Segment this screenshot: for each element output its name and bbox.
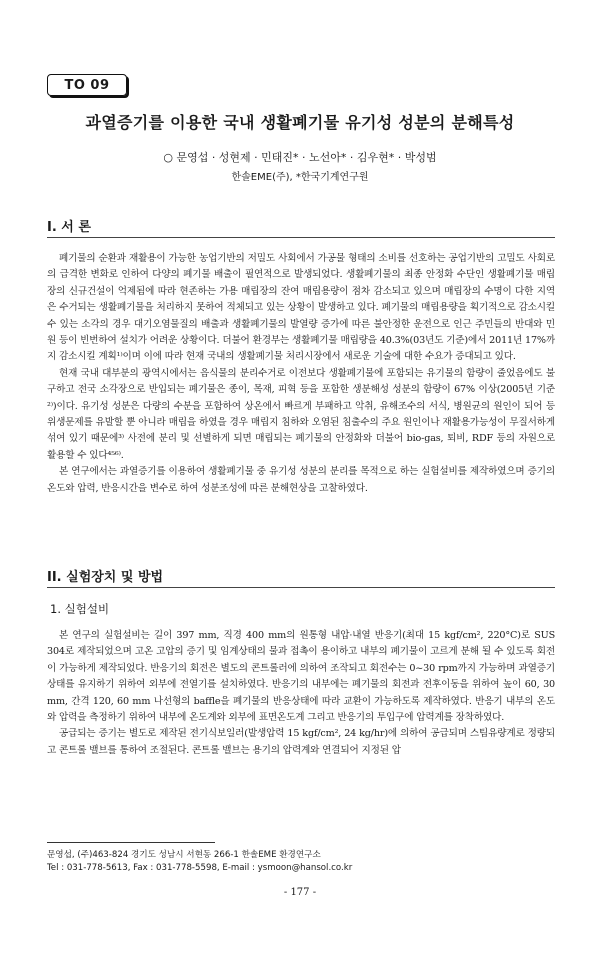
paragraph: 폐기물의 순환과 재활용이 가능한 농업기반의 저밀도 사회에서 가공물 형태의 소비를 선호하는 공업기반의 고밀도 사회로의 급격한 변화로 인하여 다양의 폐기물 배출이 필연적으로 발생되었다. 생활폐기물의 최종 안정화 수단인 생활폐기물 매립장의 신규건설이 억제됨에 따라 현존하는 가용 매립장의 잔여 매립용량이 점차 감소되고 있으며 매립장의 수명이 다한 지역은 수거되는 생활폐기물을 처리하지 못하여 적체되고 있는 상황이 발생하고 있다. 폐기물의 매립용량을 획기적으로 감소시킬 수 있는 소각의 경우 대기오염물질의 배출과 생활폐기물의 발열량 증가에 따른 불안정한 운전으로 인근 주민들의 반대와 민원 등이 빈번하여 설치가 어려운 상황이다. 더불어 환경부는 생활폐기물 매립량을 40.3%(03년도 기준)에서 2011년 17%까지 감소시킬 계획¹⁾이며 이에 따라 현재 국내의 생활폐기물 처리시장에서 새로운 기술에 대한 수요가 증대되고 있다.: [47, 253, 555, 363]
paper-title: 과열증기를 이용한 국내 생활폐기물 유기성 성분의 분해특성: [85, 113, 515, 132]
paragraph: 현재 국내 대부분의 광역시에서는 음식물의 분리수거로 이전보다 생활폐기물에 포함되는 유기물의 함량이 줄었음에도 불구하고 전국 소각장으로 반입되는 폐기물은 종이, 목재, 피혁 등을 포함한 생분해성 성분의 함량이 67% 이상(2005년 기준²⁾)이다. 유기성 성분은 다량의 수분을 포함하여 상온에서 빠르게 부패하고 악취, 유해조수의 서식, 병원균의 원인이 되어 등 위생문제를 유발할 뿐 아니라 매립을 하였을 경우 매립지 침하와 오염된 침출수의 주요 원인이나 재활용가능성이 무질서하게 섞여 있기 때문에³⁾ 사전에 분리 및 선별하게 되면 매립되는 폐기물의 안정화와 더불어 bio-gas, 퇴비, RDF 등의 자원으로 활용할 수 있다⁴⁵⁶⁾.: [47, 367, 555, 461]
section-divider: [47, 237, 555, 238]
affiliation: 한솔EME(주), *한국기계연구원: [231, 172, 369, 183]
section-heading-methods: [47, 566, 557, 585]
paragraph: 본 연구에서는 과열증기를 이용하여 생활폐기물 중 유기성 성분의 분리를 목적으로 하는 실험설비를 제작하였으며 증기의 온도와 압력, 반응시간을 변수로 하여 성분조성에 따른 분해현상을 고찰하였다.: [47, 466, 555, 494]
footnote-contact: Tel : 031-778-5613, Fax : 031-778-5598, E-mail : ysmoon@hansol.co.kr: [47, 863, 353, 873]
section-heading-introduction: [47, 216, 557, 235]
paragraph: 공급되는 증기는 별도로 제작된 전기식보일러(발생압력 15 kgf/cm², 24 kg/hr)에 의하여 공급되며 스팀유량계로 정량되고 콘트롤 밸브를 통하여 조절된다. 콘트롤 밸브는 용기의 압력계와 연결되어 지정된 압: [47, 728, 555, 756]
author-list: ○ 문영섭 · 성현제 · 민태진* · 노선아* · 김우현* · 박성범: [163, 151, 437, 164]
subsection-heading-apparatus: 1. 실험설비: [50, 602, 110, 616]
page-number: - 177 -: [283, 887, 317, 898]
session-badge: TO 09: [47, 74, 127, 96]
section-heading-label: I. 서 론: [47, 220, 91, 235]
footnote-divider: [47, 842, 215, 843]
introduction-body: [47, 251, 555, 497]
section-heading-label: II. 실험장치 및 방법: [47, 570, 164, 585]
footnote-address: 문영섭, (주)463-824 경기도 성남시 서현동 266-1 한솔EME 환경연구소: [47, 850, 321, 860]
section-divider: [47, 587, 555, 588]
paragraph: 본 연구의 실험설비는 길이 397 mm, 직경 400 mm의 원통형 내압·내열 반응기(최대 15 kgf/cm², 220°C)로 SUS 304로 제작되었으며 고온 고압의 증기 및 임계상태의 물과 접촉이 용이하고 내부의 폐기물이 고르게 분해 될 수 있도록 회전이 가능하게 제작되었다. 반응기의 회전은 별도의 콘트롤러에 의하여 조작되고 회전수는 0~30 rpm까지 가능하며 과열증기 상태를 유지하기 위하여 외부에 전열기를 설치하였다. 반응기의 내부에는 폐기물의 회전과 전후이동을 위하여 높이 60, 30 mm, 간격 120, 60 mm 나선형의 baffle을 폐기물의 반응상태에 따라 교환이 가능하도록 제작하였다. 반응기 내부의 온도와 압력을 측정하기 위하여 내부에 온도계와 외부에 표면온도계 그리고 반응기의 투입구에 압력계를 장착하였다.: [47, 630, 555, 724]
apparatus-body: [47, 628, 555, 759]
